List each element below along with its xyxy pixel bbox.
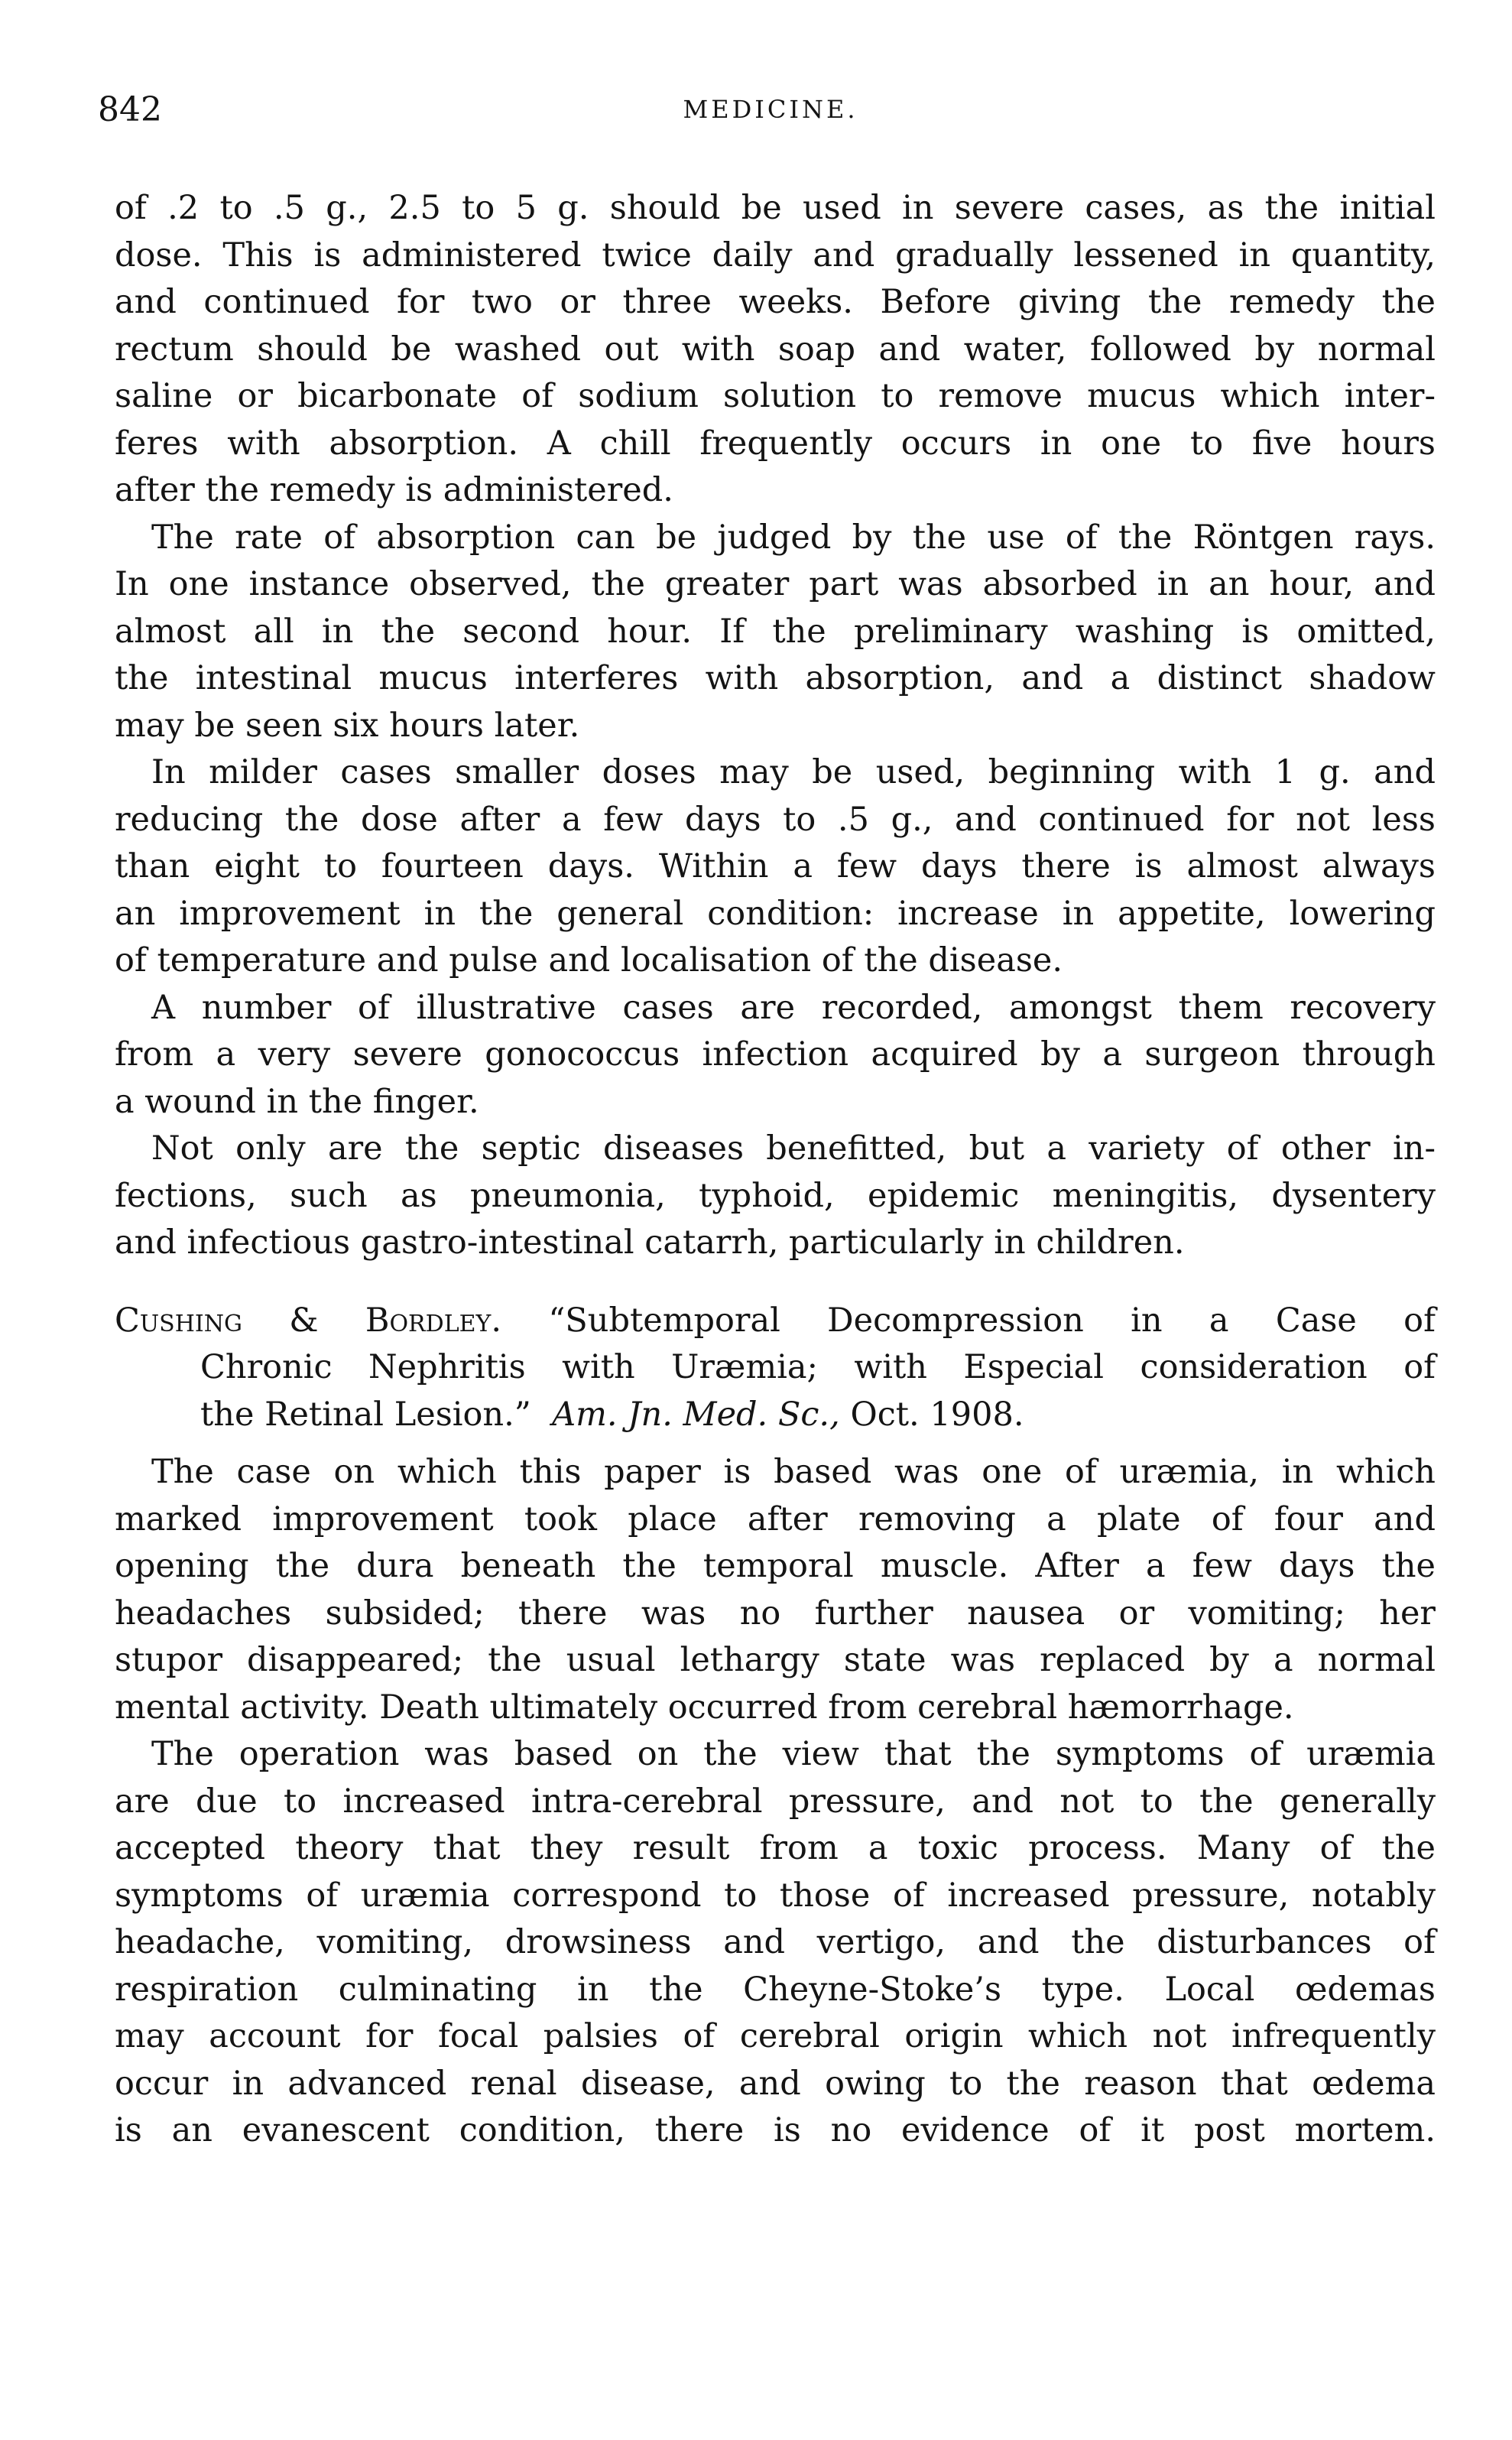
text-line: mental activity. Death ultimately occurred from cerebral hæmorrhage. <box>115 1688 1294 1727</box>
text-line: fections, such as pneumonia, typhoid, epidemic meningitis, dysentery <box>115 1176 1436 1215</box>
running-head: MEDICINE. <box>683 95 858 124</box>
text-line: reducing the dose after a few days to .5 g., and continued for not less <box>115 800 1436 839</box>
text-line: than eight to fourteen days. Within a few days there is almost always <box>115 847 1436 885</box>
citation-journal: Am. Jn. Med. Sc., <box>552 1395 840 1434</box>
text-line: occur in advanced renal disease, and owing to the reason that œdema <box>115 2064 1436 2103</box>
text-line: In one instance observed, the greater part was absorbed in an hour, and <box>115 565 1436 603</box>
text-line: an improvement in the general condition: increase in appetite, lowering <box>115 894 1436 933</box>
paragraph-dose <box>115 185 1436 515</box>
paragraph-absorption <box>115 515 1436 750</box>
text-line: almost all in the second hour. If the preliminary washing is omitted, <box>115 612 1436 651</box>
text-line: a wound in the finger. <box>115 1082 479 1121</box>
text-line: feres with absorption. A chill frequently occurs in one to five hours <box>115 424 1436 463</box>
text-line: The rate of absorption can be judged by the use of the Röntgen rays. <box>151 518 1436 557</box>
text-line: accepted theory that they result from a toxic process. Many of the <box>115 1829 1436 1867</box>
citation-block <box>115 1298 1436 1439</box>
section-spacer <box>115 1267 1436 1298</box>
text-line: Not only are the septic diseases benefitted, but a variety of other in- <box>151 1129 1436 1168</box>
text-line: may account for focal palsies of cerebral origin which not infrequently <box>115 2017 1436 2055</box>
paragraph-illustrative-cases <box>115 985 1436 1126</box>
section-spacer <box>115 1438 1436 1449</box>
text-line: of temperature and pulse and localisation of the disease. <box>115 941 1063 980</box>
text-line: The operation was based on the view that the symptoms of uræmia <box>151 1735 1436 1773</box>
paragraph-operation <box>115 1731 1436 2155</box>
citation-line <box>115 1392 1436 1439</box>
text-line: after the remedy is administered. <box>115 471 673 509</box>
page-number: 842 <box>98 90 162 129</box>
text-line: marked improvement took place after removing a plate of four and <box>115 1499 1436 1538</box>
page-header <box>98 90 1443 136</box>
text-line: headache, vomiting, drowsiness and vertigo, and the disturbances of <box>115 1923 1436 1961</box>
paragraph-other-infections <box>115 1126 1436 1267</box>
text-line: rectum should be washed out with soap and water, followed by normal <box>115 330 1436 369</box>
text-line: opening the dura beneath the temporal muscle. After a few days the <box>115 1547 1436 1585</box>
text-line: from a very severe gonococcus infection acquired by a surgeon through <box>115 1035 1436 1074</box>
text-line: is an evanescent condition, there is no evidence of it post mortem. <box>115 2111 1436 2149</box>
text-line: and infectious gastro-intestinal catarrh, particularly in children. <box>115 1223 1185 1262</box>
citation-line: Chronic Nephritis with Uræmia; with Especial consideration of <box>200 1348 1436 1386</box>
text-line: saline or bicarbonate of sodium solution to remove mucus which inter- <box>115 377 1436 415</box>
text-line: the intestinal mucus interferes with absorption, and a distinct shadow <box>115 659 1436 697</box>
text-line: symptoms of uræmia correspond to those of increased pressure, notably <box>115 1876 1436 1915</box>
text-line: headaches subsided; there was no further nausea or vomiting; her <box>115 1594 1436 1633</box>
text-line: In milder cases smaller doses may be used, beginning with 1 g. and <box>151 753 1436 791</box>
citation-date: Oct. 1908. <box>850 1395 1024 1434</box>
paragraph-case <box>115 1449 1436 1731</box>
text-line: stupor disappeared; the usual lethargy state was replaced by a normal <box>115 1641 1436 1679</box>
text-line: The case on which this paper is based was one of uræmia, in which <box>151 1453 1436 1491</box>
text-line: are due to increased intra-cerebral pressure, and not to the generally <box>115 1782 1436 1821</box>
text-line: may be seen six hours later. <box>115 706 580 745</box>
text-line: dose. This is administered twice daily and gradually lessened in quantity, <box>115 236 1436 275</box>
citation-line <box>115 1298 1436 1345</box>
text-line: of .2 to .5 g., 2.5 to 5 g. should be used in severe cases, as the initial <box>115 189 1436 227</box>
text-line: A number of illustrative cases are recorded, amongst them recovery <box>151 988 1436 1027</box>
text-line: respiration culminating in the Cheyne-Stoke’s type. Local œdemas <box>115 1970 1436 2009</box>
page-body <box>115 185 1436 2155</box>
paragraph-milder-cases <box>115 749 1436 985</box>
citation-title: “Subtemporal Decompression in a Case of <box>548 1301 1436 1340</box>
text-line: and continued for two or three weeks. Before giving the remedy the <box>115 283 1436 321</box>
citation-title-end: the Retinal Lesion.” <box>200 1395 531 1434</box>
citation-authors: Cushing & Bordley. <box>115 1301 501 1340</box>
